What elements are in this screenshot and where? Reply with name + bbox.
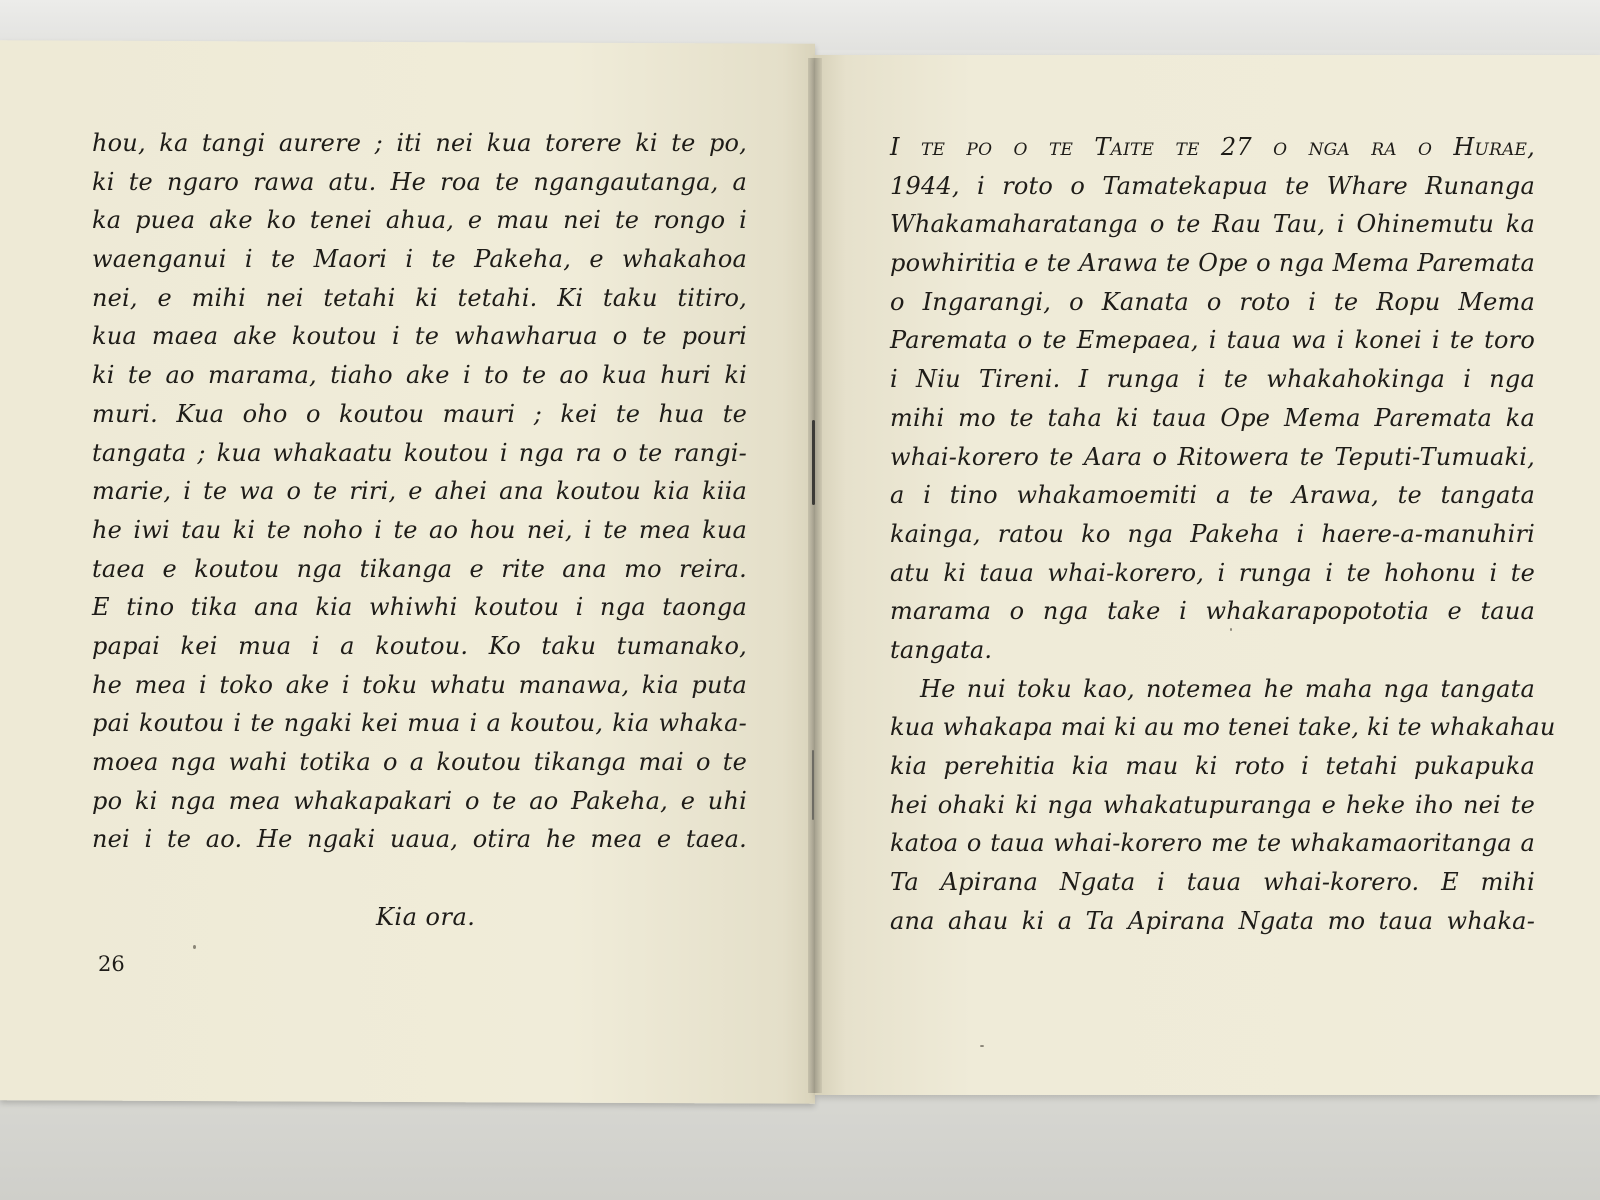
book-gutter (808, 58, 822, 1093)
staple-top (812, 420, 815, 505)
right-line: i Niu Tireni. I runga i te whakahokinga i nga (890, 365, 1535, 394)
right-page-body (890, 128, 1556, 940)
right-line: katoa o taua whai-korero me te whakamaoritanga a (890, 829, 1535, 858)
paper-speck (193, 945, 196, 949)
left-line: ki te ao marama, tiaho ake i to te ao kua huri ki (92, 361, 747, 390)
left-line: muri. Kua oho o koutou mauri ; kei te hua te (92, 399, 747, 428)
right-line: marama o nga take i whakarapopototia e taua (890, 597, 1535, 626)
left-line: kua maea ake koutou i te whawharua o te pouri (92, 322, 747, 351)
closing-greeting: Kia ora. (376, 903, 476, 931)
right-line: a i tino whakamoemiti a te Arawa, te tangata (890, 481, 1535, 510)
left-line: he iwi tau ki te noho i te ao hou nei, i te mea kua (92, 515, 747, 544)
left-line: waenganui i te Maori i te Pakeha, e whakahoa (92, 245, 747, 274)
left-line: he mea i toko ake i toku whatu manawa, kia puta (92, 670, 747, 699)
right-line: ana ahau ki a Ta Apirana Ngata mo taua whaka- (890, 906, 1535, 935)
right-line: hei ohaki ki nga whakatupuranga e heke iho nei te (890, 790, 1535, 819)
staple-bottom (812, 750, 814, 820)
right-line: 1944, i roto o Tamatekapua te Whare Runanga (890, 171, 1535, 200)
right-line: He nui toku kao, notemea he maha nga tangata (920, 674, 1535, 703)
left-page-body (92, 124, 747, 859)
left-line: moea nga wahi totika o a koutou tikanga mai o te (92, 748, 747, 776)
paper-speck (1230, 628, 1232, 631)
left-line: hou, ka tangi aurere ; iti nei kua torere ki te po, (92, 129, 747, 157)
right-line: whai-korero te Aara o Ritowera te Teputi-Tumuaki, (890, 442, 1535, 471)
right-line: powhiritia e te Arawa te Ope o nga Mema Paremata (890, 249, 1535, 278)
left-line: po ki nga mea whakapakari o te ao Pakeha, e uhi (92, 786, 747, 815)
paper-speck (980, 1045, 984, 1047)
right-line: o Ingarangi, o Kanata o roto i te Ropu Mema (890, 287, 1535, 316)
right-line: Ta Apirana Ngata i taua whai-korero. E mihi (890, 868, 1535, 897)
page-number: 26 (98, 952, 125, 976)
left-line: ka puea ake ko tenei ahua, e mau nei te rongo i (92, 206, 747, 235)
left-line: nei, e mihi nei tetahi ki tetahi. Ki taku titiro, (92, 283, 747, 312)
left-line: nei i te ao. He ngaki uaua, otira he mea e taea. (92, 825, 747, 854)
left-line: E tino tika ana kia whiwhi koutou i nga taonga (92, 593, 747, 622)
right-line: Paremata o te Emepaea, i taua wa i konei i te toro (890, 326, 1535, 355)
left-line: marie, i te wa o te riri, e ahei ana koutou kia kiia (92, 477, 747, 506)
right-line: kainga, ratou ko nga Pakeha i haere-a-manuhiri (890, 519, 1535, 548)
right-line: kia perehitia kia mau ki roto i tetahi pukapuka (890, 752, 1535, 780)
right-line: tangata. (890, 635, 993, 664)
left-line: ki te ngaro rawa atu. He roa te ngangautanga, a (92, 167, 747, 196)
left-line: taea e koutou nga tikanga e rite ana mo reira. (92, 554, 747, 583)
right-line: mihi mo te taha ki taua Ope Mema Paremata ka (890, 403, 1535, 432)
left-line: pai koutou i te ngaki kei mua i a koutou, kia whaka- (92, 709, 747, 738)
left-line: papai kei mua i a koutou. Ko taku tumanako, (92, 631, 747, 660)
right-line: kua whakapa mai ki au mo tenei take, ki te whakahau (890, 713, 1556, 742)
right-line: atu ki taua whai-korero, i runga i te hohonu i te (890, 558, 1535, 587)
right-line: I te po o te Taite te 27 o nga ra o Hurae, (890, 133, 1535, 161)
left-line: tangata ; kua whakaatu koutou i nga ra o te rangi- (92, 438, 747, 467)
right-line: Whakamaharatanga o te Rau Tau, i Ohinemutu ka (890, 210, 1535, 239)
